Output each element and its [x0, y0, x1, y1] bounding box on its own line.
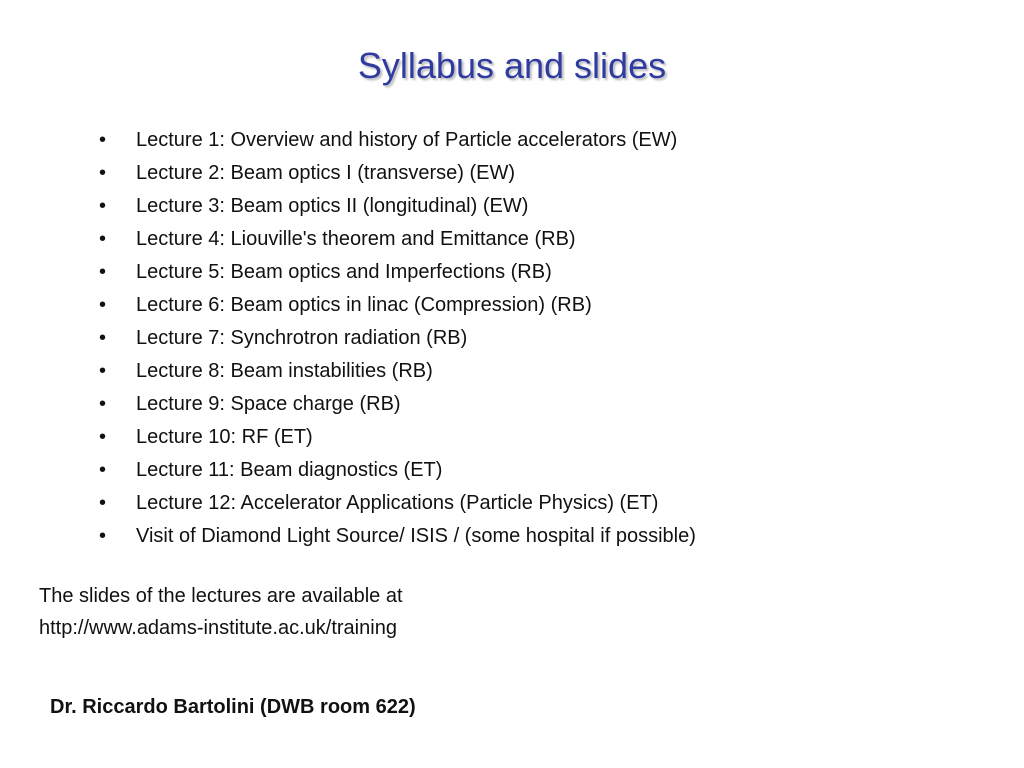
- lecture-text: Lecture 5: Beam optics and Imperfections (RB): [136, 261, 552, 283]
- lecture-text: Lecture 2: Beam optics I (transverse) (EW): [136, 162, 516, 184]
- availability-note: [39, 580, 403, 644]
- slide-title: Syllabus and slides: [357, 45, 667, 86]
- author-line: Dr. Riccardo Bartolini (DWB room 622): [50, 696, 416, 718]
- bullet-icon: •: [99, 525, 107, 547]
- bullet-icon: •: [99, 393, 107, 415]
- lecture-text: Lecture 6: Beam optics in linac (Compression) (RB): [136, 294, 592, 316]
- lecture-text: Visit of Diamond Light Source/ ISIS / (some hospital if possible): [136, 525, 696, 547]
- training-url-link[interactable]: http://www.adams-institute.ac.uk/training: [39, 617, 397, 639]
- bullet-icon: •: [99, 129, 107, 151]
- bullet-icon: •: [99, 228, 107, 250]
- bullet-icon: •: [99, 492, 107, 514]
- lecture-text: Lecture 10: RF (ET): [136, 426, 313, 448]
- bullet-icon: •: [99, 327, 107, 349]
- bullet-icon: •: [99, 195, 107, 217]
- bullet-icon: •: [99, 294, 107, 316]
- bullet-icon: •: [99, 360, 107, 382]
- lecture-text: Lecture 3: Beam optics II (longitudinal) (EW): [136, 195, 529, 217]
- bullet-icon: •: [99, 162, 107, 184]
- lecture-text: Lecture 1: Overview and history of Particle accelerators (EW): [136, 129, 678, 151]
- availability-text: The slides of the lectures are available at: [39, 585, 403, 607]
- bullet-icon: •: [99, 459, 107, 481]
- lecture-text: Lecture 8: Beam instabilities (RB): [136, 360, 433, 382]
- lecture-text: Lecture 7: Synchrotron radiation (RB): [136, 327, 468, 349]
- bullet-icon: •: [99, 261, 107, 283]
- lecture-text: Lecture 9: Space charge (RB): [136, 393, 401, 415]
- lecture-text: Lecture 12: Accelerator Applications (Particle Physics) (ET): [136, 492, 659, 514]
- bullet-icon: •: [99, 426, 107, 448]
- lecture-text: Lecture 11: Beam diagnostics (ET): [136, 459, 443, 481]
- lecture-text: Lecture 4: Liouville's theorem and Emittance (RB): [136, 228, 576, 250]
